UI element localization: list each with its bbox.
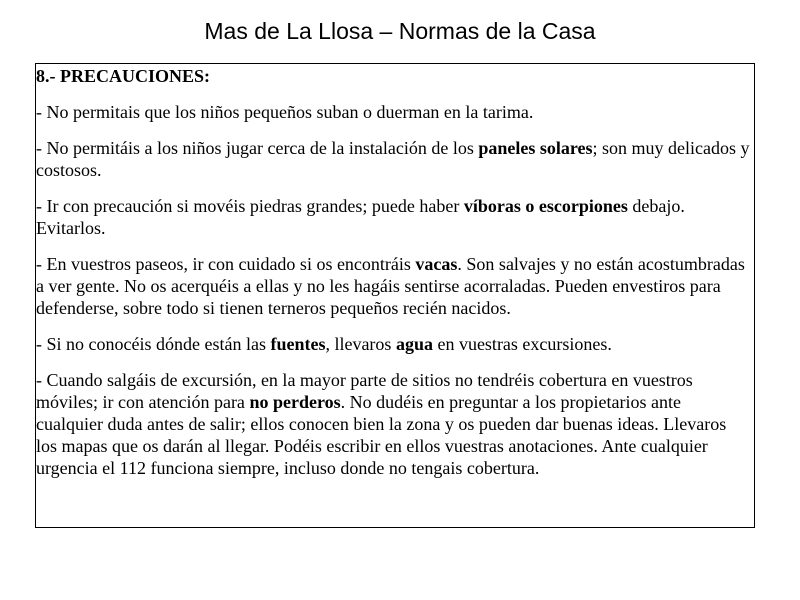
rule-text: ; son muy delicados y costosos. bbox=[36, 138, 750, 180]
emphasis-text: víboras o escorpiones bbox=[463, 196, 628, 216]
rule-text: - En vuestros paseos, ir con cuidado si os encontráis bbox=[36, 254, 416, 274]
rule-text: - Cuando salgáis de excursión, en la mayor parte de sitios no tendréis cobertura en vuestros móviles; ir con atención para bbox=[36, 370, 693, 412]
rule-text: - Si no conocéis dónde están las bbox=[36, 334, 271, 354]
rule-text: . No dudéis en preguntar a los propietarios ante cualquier duda antes de salir; ellos conocen bien la zona y os pueden dar buenas ideas. Llevaros los mapas que os darán al llegar. Podéis escribir en ellos vuestras anotaciones. Ante cualquier urgencia el 112 funciona siempre, incluso donde no tengais cobertura. bbox=[36, 392, 727, 478]
emphasis-text: fuentes bbox=[270, 334, 326, 354]
rule-paragraph bbox=[36, 137, 751, 181]
emphasis-text: no perderos bbox=[249, 392, 341, 412]
section-heading: 8.- PRECAUCIONES: bbox=[36, 66, 211, 86]
rule-paragraph bbox=[36, 195, 751, 239]
rule-text: en vuestras excursiones. bbox=[432, 334, 612, 354]
emphasis-text: agua bbox=[395, 334, 433, 354]
emphasis-text: paneles solares bbox=[478, 138, 593, 158]
page-title: Mas de La Llosa – Normas de la Casa bbox=[204, 18, 596, 44]
rule-text: debajo. Evitarlos. bbox=[36, 196, 685, 238]
rule-paragraph bbox=[36, 101, 751, 123]
emphasis-text: vacas bbox=[415, 254, 458, 274]
rule-text: , llevaros bbox=[325, 334, 396, 354]
rules-list bbox=[36, 101, 751, 479]
rule-paragraph bbox=[36, 253, 751, 319]
rule-text: . Son salvajes y no están acostumbradas a ver gente. No os acerquéis a ellas y no les hagáis sentirse acorraladas. Pueden envestiros para defenderse, sobre todo si tienen terneros pequeños recién nacidos. bbox=[36, 254, 745, 318]
rule-text: - No permitais que los niños pequeños suban o duerman en la tarima. bbox=[36, 102, 534, 122]
rules-box bbox=[35, 63, 755, 528]
rule-text: - Ir con precaución si movéis piedras grandes; puede haber bbox=[36, 196, 464, 216]
rule-text: - No permitáis a los niños jugar cerca de la instalación de los bbox=[36, 138, 479, 158]
rule-paragraph bbox=[36, 333, 751, 355]
rule-paragraph bbox=[36, 369, 751, 479]
